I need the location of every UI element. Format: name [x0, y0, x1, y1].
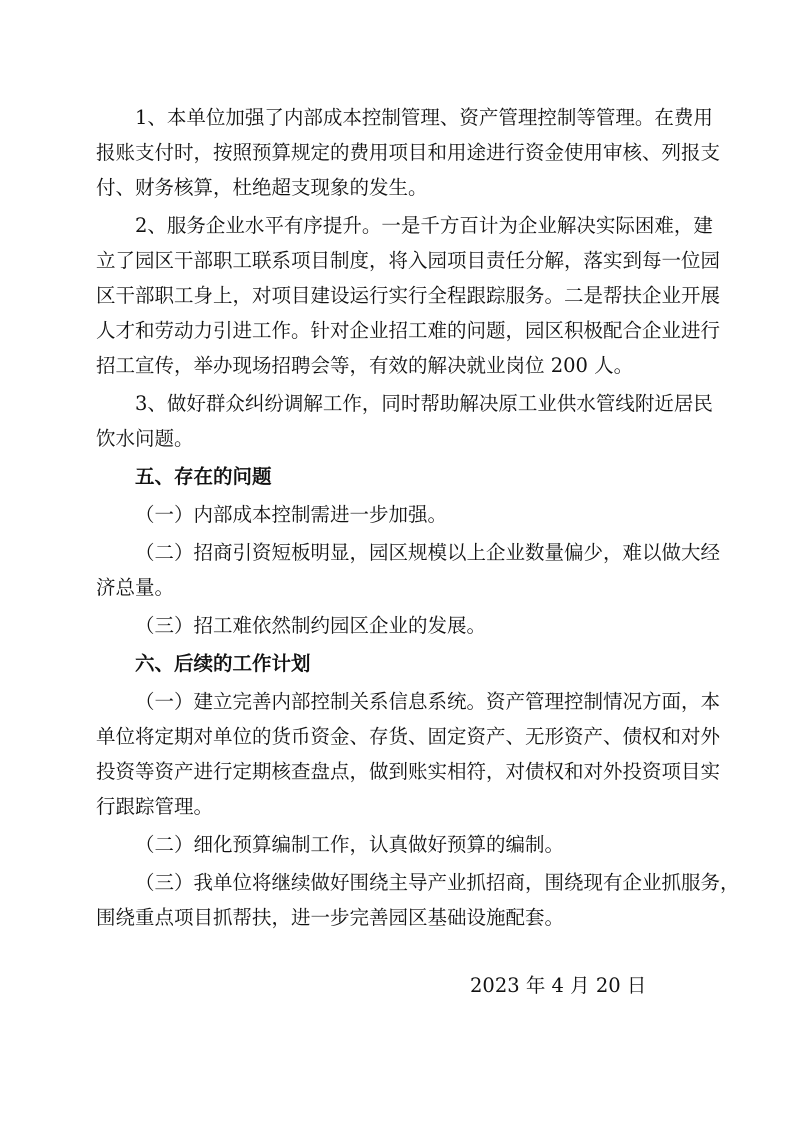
text-line: 区干部职工身上，对项目建设运行实行全程跟踪服务。二是帮扶企业开展	[96, 284, 721, 307]
text-line: （二）细化预算编制工作，认真做好预算的编制。	[135, 833, 565, 856]
text-line: 单位将定期对单位的货币资金、存货、固定资产、无形资产、债权和对外	[96, 725, 721, 748]
text-line: （一）建立完善内部控制关系信息系统。资产管理控制情况方面，本	[135, 690, 721, 713]
text-line: （一）内部成本控制需进一步加强。	[135, 503, 448, 526]
text-line: 报账支付时，按照预算规定的费用项目和用途进行资金使用审核、列报支	[96, 141, 721, 164]
paragraph	[96, 386, 713, 456]
paragraph	[96, 535, 721, 605]
text-line: （三）招工难依然制约园区企业的发展。	[135, 614, 487, 637]
paragraph	[96, 865, 740, 935]
document-body	[96, 100, 740, 938]
text-line: 2、服务企业水平有序提升。一是千方百计为企业解决实际困难，建	[135, 214, 713, 237]
text-line: 人才和劳动力引进工作。针对企业招工难的问题，园区积极配合企业进行	[96, 319, 721, 342]
text-line: 六、后续的工作计划	[135, 652, 311, 675]
text-line: 济总量。	[96, 576, 175, 599]
paragraph	[96, 827, 704, 862]
text-line: 1、本单位加强了内部成本控制管理、资产管理控制等管理。在费用	[135, 106, 713, 129]
text-line: （三）我单位将继续做好围绕主导产业抓招商，围绕现有企业抓服务，	[135, 871, 740, 894]
text-line: 3、做好群众纠纷调解工作，同时帮助解决原工业供水管线附近居民	[135, 392, 713, 415]
text-line: 投资等资产进行定期核查盘点，做到账实相符，对债权和对外投资项目实	[96, 760, 721, 783]
paragraph	[96, 100, 721, 205]
document-date: 2023 年 4 月 20 日	[470, 974, 647, 997]
paragraph	[96, 684, 721, 824]
text-line: 饮水问题。	[96, 427, 194, 450]
text-line: 行跟踪管理。	[96, 795, 214, 818]
text-line: 围绕重点项目抓帮扶，进一步完善园区基础设施配套。	[96, 906, 565, 929]
section-heading	[96, 459, 704, 494]
paragraph	[96, 608, 704, 643]
text-line: 付、财务核算，杜绝超支现象的发生。	[96, 176, 428, 199]
text-line: （二）招商引资短板明显，园区规模以上企业数量偏少，难以做大经	[135, 541, 721, 564]
text-line: 立了园区干部职工联系项目制度，将入园项目责任分解，落实到每一位园	[96, 249, 721, 272]
text-line: 五、存在的问题	[135, 465, 272, 488]
text-line: 招工宣传，举办现场招聘会等，有效的解决就业岗位 200 人。	[96, 354, 634, 377]
section-heading	[96, 646, 704, 681]
paragraph	[96, 208, 721, 383]
paragraph	[96, 497, 704, 532]
